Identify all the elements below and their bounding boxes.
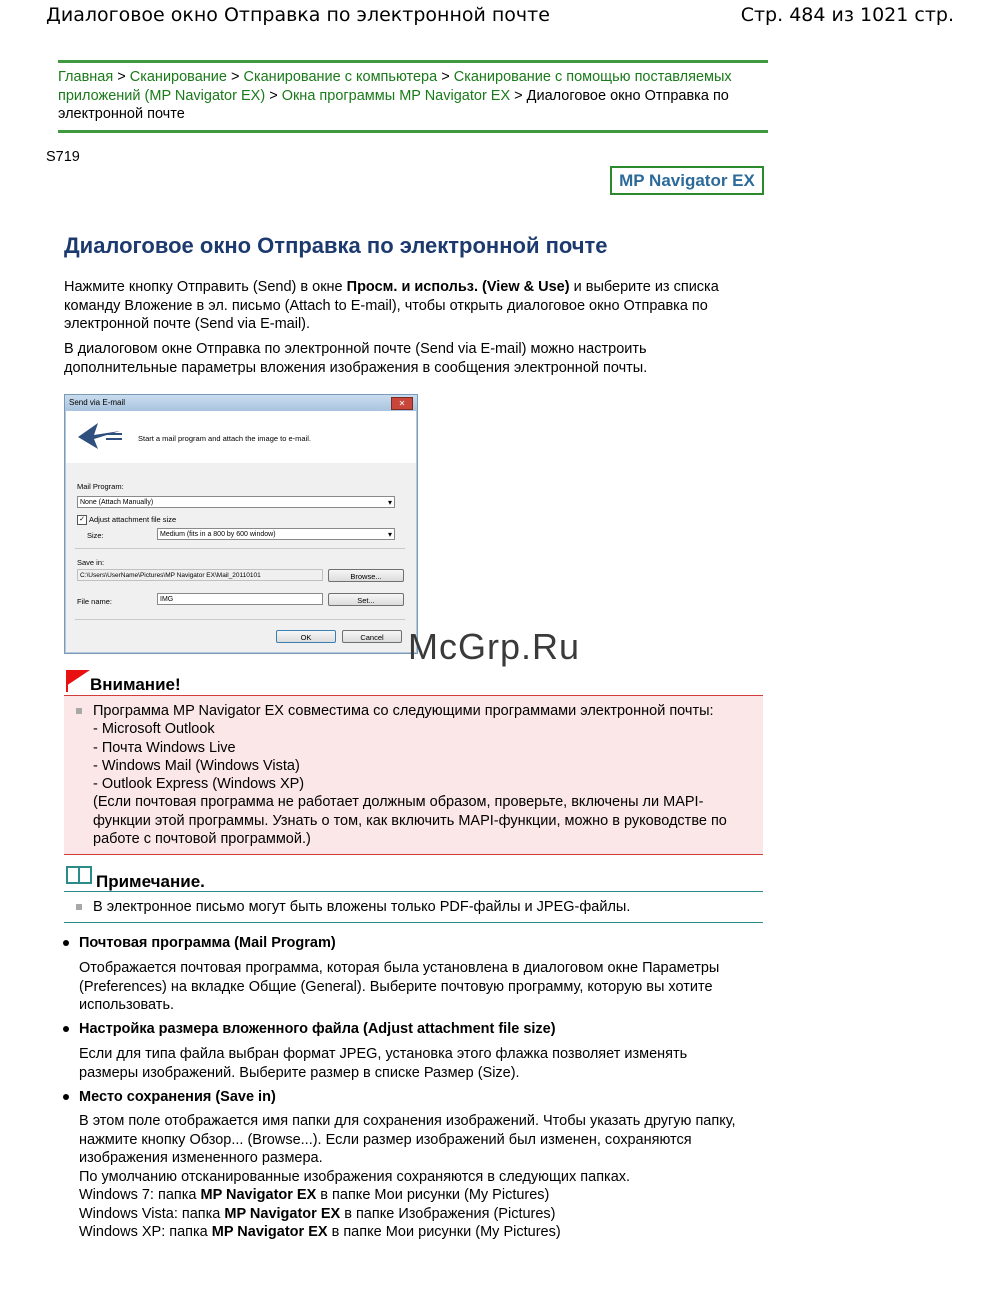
breadcrumb-scanning[interactable]: Сканирование <box>129 69 227 85</box>
dialog-description: Start a mail program and attach the image to e-mail. <box>138 434 311 443</box>
size-label: Size: <box>87 531 104 540</box>
mail-program-select[interactable]: None (Attach Manually) ▾ <box>77 496 395 508</box>
item-line: В этом поле отображается имя папки для сохранения изображений. Чтобы указать другую папку, <box>79 1113 736 1129</box>
document-title: Диалоговое окно Отправка по электронной почте <box>46 4 550 26</box>
item-title-mail-program: Почтовая программа (Mail Program) <box>79 935 336 951</box>
dialog-titlebar <box>65 395 417 411</box>
square-bullet-icon <box>76 904 82 910</box>
breadcrumb <box>58 60 768 133</box>
os-folder: в папке Мои рисунки (My Pictures) <box>316 1187 550 1203</box>
breadcrumb-mp-windows[interactable]: Окна программы MP Navigator EX <box>281 87 511 104</box>
item-desc-adjust-size <box>79 1045 759 1082</box>
attention-line: работе с почтовой программой.) <box>93 831 311 848</box>
bullet-icon <box>63 940 69 946</box>
file-name-input[interactable]: IMG <box>157 593 323 605</box>
watermark: McGrp.Ru <box>408 626 581 667</box>
bullet-icon <box>63 1026 69 1032</box>
os-folder: в папке Изображения (Pictures) <box>340 1205 556 1222</box>
dialog-title: Send via E-mail <box>69 398 126 407</box>
intro-text: и выберите из списка команду Вложение в эл. письмо (Attach to E-mail), чтобы открыть диалоговое окно Отправка по электронной почте (Send via E-mail). <box>64 279 719 332</box>
item-line: размеры изображений. Выберите размер в списке Размер (Size). <box>79 1064 520 1081</box>
breadcrumb-scan-from-computer[interactable]: Сканирование с компьютера <box>243 69 438 85</box>
os-line-xp <box>79 1223 769 1242</box>
item-line: нажмите кнопку Обзор... (Browse...). Если размер изображений был изменен, сохраняются <box>79 1131 692 1148</box>
folder-name: MP Navigator EX <box>211 1224 328 1240</box>
item-title-save-in: Место сохранения (Save in) <box>79 1089 276 1105</box>
intro-paragraph-2: В диалоговом окне Отправка по электронной почте (Send via E-mail) можно настроить дополнительные параметры вложения изображения в сообщения электронной почты. <box>64 341 648 376</box>
attention-line: Программа MP Navigator EX совместима со следующими программами электронной почты: <box>93 703 714 719</box>
breadcrumb-separator: > <box>230 69 240 85</box>
close-icon[interactable]: ✕ <box>391 397 413 410</box>
dialog-divider <box>75 548 405 549</box>
item-line: Если для типа файла выбран формат JPEG, установка этого флажка позволяет изменять <box>79 1046 688 1062</box>
intro-window-name: Просм. и использ. (View & Use) <box>346 279 570 295</box>
breadcrumb-separator: > <box>514 87 523 104</box>
mp-navigator-logo: MP Navigator EX <box>610 166 764 195</box>
item-line: (Preferences) на вкладке Общие (General). Выберите почтовую программу, которую вы хотите <box>79 978 713 995</box>
attention-line: - Windows Mail (Windows Vista) <box>93 757 300 774</box>
ok-button[interactable]: OK <box>276 630 336 643</box>
mail-program-label: Mail Program: <box>77 482 124 491</box>
adjust-size-checkbox[interactable]: ✓ <box>77 515 87 525</box>
breadcrumb-separator: > <box>117 69 126 85</box>
size-select[interactable]: Medium (fits in a 800 by 600 window) ▾ <box>157 528 395 540</box>
flag-icon <box>66 670 90 686</box>
item-line: изображения измененного размера. <box>79 1150 323 1166</box>
item-line: По умолчанию отсканированные изображения сохраняются в следующих папках. <box>79 1168 631 1185</box>
intro-text: Нажмите кнопку Отправить (Send) в окне <box>64 279 347 295</box>
attention-text <box>93 702 727 848</box>
os-label: Windows 7: папка <box>79 1187 201 1203</box>
book-icon <box>66 866 92 884</box>
browse-button[interactable]: Browse... <box>328 569 404 582</box>
attention-title: Внимание! <box>90 675 181 694</box>
folder-name: MP Navigator EX <box>224 1205 341 1222</box>
os-folder: в папке Мои рисунки (My Pictures) <box>327 1224 561 1240</box>
file-name-label: File name: <box>77 597 113 606</box>
os-label: Windows XP: папка <box>79 1224 212 1240</box>
save-in-field: C:\Users\UserName\Pictures\MP Navigator EX\Mail_20110101 <box>77 569 323 581</box>
breadcrumb-separator: > <box>441 69 450 85</box>
breadcrumb-separator: > <box>269 87 278 104</box>
set-button[interactable]: Set... <box>328 593 404 606</box>
note-box <box>64 891 763 923</box>
os-line-vista <box>79 1205 769 1224</box>
save-in-label: Save in: <box>77 558 105 567</box>
attention-box <box>64 695 763 855</box>
bullet-icon <box>63 1094 69 1100</box>
breadcrumb-home[interactable]: Главная <box>58 69 114 85</box>
adjust-size-label: Adjust attachment file size <box>89 515 177 524</box>
dialog-divider <box>75 619 405 620</box>
os-line-win7 <box>79 1186 769 1205</box>
page-counter: Стр. 484 из 1021 стр. <box>740 4 954 26</box>
item-title-adjust-size: Настройка размера вложенного файла (Adjust attachment file size) <box>79 1021 556 1037</box>
send-via-email-dialog <box>64 394 418 654</box>
attention-line: - Outlook Express (Windows XP) <box>93 776 305 793</box>
item-desc-save-in <box>79 1112 769 1242</box>
email-send-icon <box>76 421 124 451</box>
breadcrumb-current: Диалоговое окно Отправка по электронной почте <box>58 87 729 122</box>
os-label: Windows Vista: папка <box>79 1205 225 1222</box>
breadcrumb-scan-with-apps[interactable]: Сканирование с помощью поставляемых приложений (MP Navigator EX) <box>58 69 732 104</box>
item-line: использовать. <box>79 997 175 1013</box>
dialog-banner <box>66 411 416 463</box>
attention-line: функции этой программы. Узнать о том, как включить MAPI-функции, можно в руководстве по <box>93 812 727 829</box>
folder-name: MP Navigator EX <box>200 1187 317 1203</box>
page-code: S719 <box>46 149 80 165</box>
item-line: Отображается почтовая программа, которая была установлена в диалоговом окне Параметры <box>79 960 720 976</box>
item-desc-mail-program <box>79 959 759 1015</box>
square-bullet-icon <box>76 708 82 714</box>
attention-line: - Microsoft Outlook <box>93 721 215 738</box>
note-title: Примечание. <box>96 872 205 891</box>
attention-line: - Почта Windows Live <box>93 739 236 756</box>
note-text: В электронное письмо могут быть вложены только PDF-файлы и JPEG-файлы. <box>93 899 631 915</box>
intro-paragraph-1 <box>64 278 744 334</box>
cancel-button[interactable]: Cancel <box>342 630 402 643</box>
attention-line: (Если почтовая программа не работает должным образом, проверьте, включены ли MAPI- <box>93 794 704 811</box>
page-title: Диалоговое окно Отправка по электронной почте <box>64 233 608 258</box>
